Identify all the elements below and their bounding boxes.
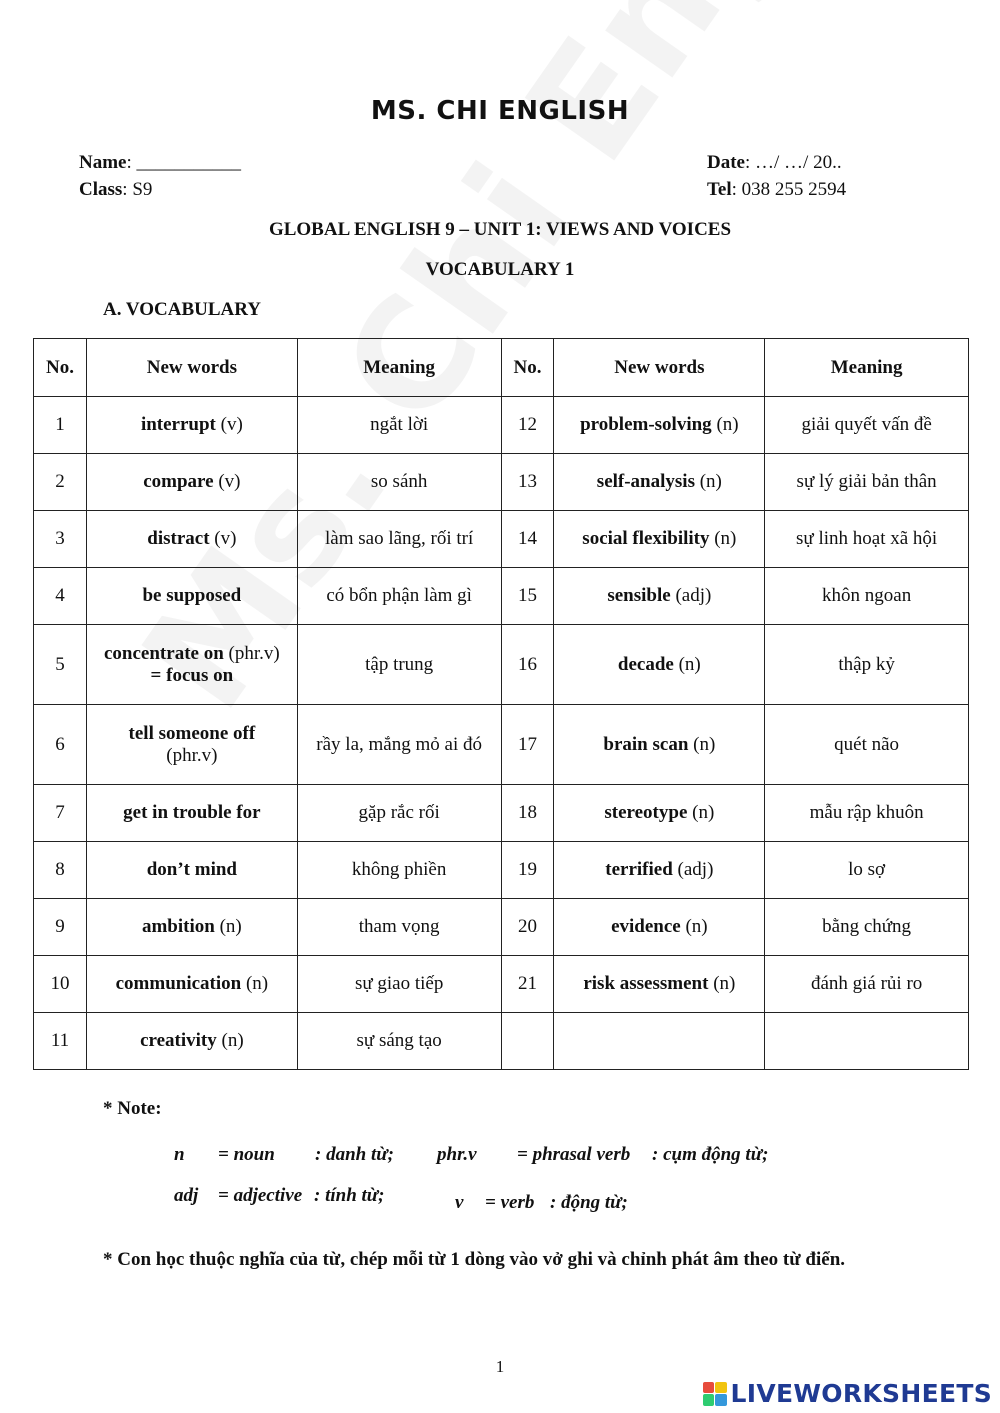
note-n-vi: : danh từ;	[315, 1144, 394, 1165]
part-of-speech: (n)	[680, 916, 708, 937]
section-a-heading: A. VOCABULARY	[103, 299, 262, 320]
new-word-left	[86, 705, 297, 785]
table-row	[34, 785, 969, 842]
table-row	[34, 842, 969, 899]
row-number-right	[501, 705, 554, 785]
meaning-left	[297, 899, 501, 956]
meaning-right	[765, 397, 969, 454]
logo-square-blue	[715, 1394, 727, 1406]
date-value: : …/ …/ 20..	[744, 152, 842, 173]
meaning-right	[765, 511, 969, 568]
meaning-right	[765, 956, 969, 1013]
meaning-right	[765, 842, 969, 899]
row-number-left	[34, 956, 87, 1013]
logo-square-green	[703, 1394, 715, 1406]
meaning-text: so sánh	[370, 471, 428, 492]
name-label: Name	[79, 152, 127, 173]
note-v-vi: : động từ;	[550, 1192, 628, 1213]
table-row	[34, 397, 969, 454]
word-text: stereotype	[604, 802, 688, 823]
table-row	[34, 625, 969, 705]
meaning-text: sự lý giải bản thân	[796, 471, 937, 492]
meaning-text: tập trung	[365, 653, 434, 675]
meaning-left	[297, 511, 501, 568]
number-text: 15	[517, 585, 537, 606]
header-no-right: No.	[501, 339, 554, 397]
word-text: risk assessment	[583, 973, 709, 994]
logo-square-red	[703, 1382, 715, 1394]
new-word-left	[86, 1013, 297, 1070]
part-of-speech: (n)	[708, 973, 736, 994]
part-of-speech: (n)	[688, 733, 716, 755]
note-v: v	[455, 1192, 464, 1213]
part-of-speech: (n)	[216, 1030, 244, 1051]
number-text: 3	[55, 528, 65, 549]
meaning-text: quét não	[834, 733, 900, 755]
header-new-words-left: New words	[86, 339, 297, 397]
new-word-right	[554, 785, 765, 842]
new-word-right	[554, 454, 765, 511]
number-text: 7	[55, 802, 65, 823]
meaning-text: thập kỷ	[838, 653, 895, 675]
meaning-right	[765, 1013, 969, 1070]
part-of-speech: (v)	[209, 528, 237, 549]
page-title: MS. CHI ENGLISH	[370, 96, 630, 126]
meaning-text: khôn ngoan	[822, 585, 912, 606]
word-text: distract	[147, 528, 210, 549]
note-phrv-def: = phrasal verb	[517, 1144, 631, 1165]
new-word-left	[86, 568, 297, 625]
row-number-left	[34, 842, 87, 899]
number-text: 9	[55, 916, 65, 937]
number-text: 10	[50, 973, 70, 994]
meaning-text: bằng chứng	[822, 916, 912, 937]
table-header-row	[34, 339, 969, 397]
meaning-text: tham vọng	[358, 916, 440, 937]
part-of-speech: (v)	[215, 414, 243, 435]
meaning-text: mẫu rập khuôn	[809, 802, 924, 823]
number-text: 8	[55, 859, 65, 880]
meaning-left	[297, 454, 501, 511]
word-text: be supposed	[142, 585, 242, 606]
date-label: Date	[707, 152, 745, 173]
row-number-right	[501, 625, 554, 705]
note-n-def: = noun	[218, 1144, 275, 1165]
number-text: 18	[517, 802, 537, 823]
page-number: 1	[495, 1357, 505, 1376]
word-text: get in trouble for	[123, 802, 261, 823]
unit-heading: GLOBAL ENGLISH 9 – UNIT 1: VIEWS AND VOICES	[268, 219, 732, 240]
table-row	[34, 956, 969, 1013]
word-text: terrified	[605, 859, 673, 880]
new-word-left	[86, 511, 297, 568]
number-text: 12	[517, 414, 537, 435]
class-field	[79, 179, 152, 201]
table-row	[34, 899, 969, 956]
meaning-left	[297, 705, 501, 785]
word-text: communication	[115, 973, 242, 994]
part-of-speech: (n)	[687, 802, 715, 823]
number-text: 16	[517, 653, 537, 675]
header-meaning-right: Meaning	[765, 339, 969, 397]
header-no-left: No.	[34, 339, 87, 397]
note-phrv-vi: : cụm động từ;	[652, 1144, 769, 1165]
word-text: interrupt	[140, 414, 216, 435]
note-adj-vi: : tính từ;	[314, 1185, 385, 1206]
instruction-text: * Con học thuộc nghĩa của từ, chép mỗi từ 1 dòng vào vở ghi và chỉnh phát âm theo từ điển.	[103, 1249, 846, 1270]
table-row	[34, 568, 969, 625]
row-number-right	[501, 454, 554, 511]
row-number-left	[34, 454, 87, 511]
new-word-left	[86, 397, 297, 454]
liveworksheets-logo-text: LIVEWORKSHEETS	[730, 1379, 992, 1408]
meaning-left	[297, 397, 501, 454]
meaning-left	[297, 842, 501, 899]
row-number-right	[501, 842, 554, 899]
meaning-right	[765, 899, 969, 956]
part-of-speech: (n)	[214, 916, 242, 937]
part-of-speech: (n)	[711, 414, 739, 435]
part-of-speech: (adj)	[670, 585, 712, 606]
new-word-right	[554, 842, 765, 899]
date-field	[707, 152, 842, 174]
word-text: social flexibility	[582, 528, 710, 549]
note-v-def: = verb	[485, 1192, 535, 1213]
note-adj: adj	[174, 1185, 199, 1206]
row-number-right	[501, 1013, 554, 1070]
number-text: 2	[55, 471, 65, 492]
word-text: don’t mind	[146, 859, 237, 880]
word-text: self-analysis	[596, 471, 695, 492]
meaning-text: giải quyết vấn đề	[801, 414, 932, 435]
number-text: 20	[517, 916, 537, 937]
part-of-speech: (n)	[709, 528, 737, 549]
liveworksheets-logo-icon	[703, 1382, 727, 1406]
word-text: compare	[143, 471, 214, 492]
word-text: concentrate on	[104, 642, 224, 664]
word-text: tell someone off	[128, 722, 256, 744]
row-number-left	[34, 1013, 87, 1070]
note-phrv: phr.v	[437, 1144, 477, 1165]
meaning-left	[297, 625, 501, 705]
new-word-left	[86, 956, 297, 1013]
number-text: 14	[517, 528, 537, 549]
new-word-right	[554, 625, 765, 705]
number-text: 1	[55, 414, 65, 435]
word-text: sensible	[607, 585, 671, 606]
number-text: 5	[55, 653, 65, 675]
row-number-right	[501, 568, 554, 625]
meaning-text: ngắt lời	[370, 414, 429, 435]
meaning-right	[765, 625, 969, 705]
part-of-speech: (n)	[241, 973, 269, 994]
part-of-speech: (n)	[673, 653, 701, 675]
number-text: 6	[55, 733, 65, 755]
new-word-left	[86, 785, 297, 842]
part-of-speech: (phr.v)	[223, 642, 280, 664]
number-text: 13	[517, 471, 537, 492]
tel-label: Tel	[707, 179, 732, 200]
meaning-left	[297, 568, 501, 625]
meaning-right	[765, 785, 969, 842]
name-field	[79, 152, 241, 174]
new-word-right	[554, 705, 765, 785]
new-word-left	[86, 842, 297, 899]
word-text: ambition	[141, 916, 215, 937]
new-word-right	[554, 568, 765, 625]
row-number-left	[34, 568, 87, 625]
table-row	[34, 511, 969, 568]
part-of-speech: (adj)	[672, 859, 714, 880]
row-number-left	[34, 899, 87, 956]
number-text: 11	[50, 1030, 70, 1051]
row-number-left	[34, 625, 87, 705]
table-row	[34, 454, 969, 511]
meaning-text: làm sao lãng, rối trí	[325, 528, 474, 549]
logo-square-yellow	[715, 1382, 727, 1394]
meaning-text: lo sợ	[848, 859, 886, 880]
name-value: : ___________	[126, 152, 242, 173]
table-row	[34, 705, 969, 785]
meaning-text: đánh giá rủi ro	[810, 973, 923, 994]
row-number-right	[501, 511, 554, 568]
new-word-right	[554, 956, 765, 1013]
word-text: brain scan	[603, 733, 689, 755]
table-row	[34, 1013, 969, 1070]
meaning-text: sự giao tiếp	[354, 973, 444, 994]
note-label: * Note:	[103, 1098, 162, 1119]
row-number-left	[34, 511, 87, 568]
vocab-heading: VOCABULARY 1	[425, 259, 575, 280]
header-meaning-left: Meaning	[297, 339, 501, 397]
meaning-right	[765, 705, 969, 785]
row-number-left	[34, 705, 87, 785]
class-label: Class	[79, 179, 123, 200]
number-text: 4	[55, 585, 65, 606]
meaning-left	[297, 785, 501, 842]
new-word-right	[554, 1013, 765, 1070]
note-n: n	[174, 1144, 185, 1165]
meaning-right	[765, 568, 969, 625]
header-new-words-right: New words	[554, 339, 765, 397]
row-number-right	[501, 956, 554, 1013]
vocabulary-table	[33, 338, 969, 1070]
word-text: decade	[617, 653, 674, 675]
number-text: 19	[517, 859, 537, 880]
meaning-left	[297, 956, 501, 1013]
new-word-left	[86, 454, 297, 511]
row-number-right	[501, 397, 554, 454]
new-word-right	[554, 397, 765, 454]
number-text: 21	[517, 973, 537, 994]
synonym-text: = focus on	[150, 664, 234, 686]
row-number-right	[501, 785, 554, 842]
meaning-left	[297, 1013, 501, 1070]
meaning-right	[765, 454, 969, 511]
word-text: creativity	[140, 1030, 217, 1051]
new-word-right	[554, 899, 765, 956]
meaning-text: sự sáng tạo	[356, 1030, 442, 1051]
row-number-left	[34, 397, 87, 454]
tel-value: : 038 255 2594	[731, 179, 847, 200]
tel-field	[707, 179, 846, 201]
part-of-speech: (phr.v)	[166, 744, 218, 766]
class-value: : S9	[122, 179, 153, 200]
note-adj-def: = adjective	[218, 1185, 303, 1206]
new-word-right	[554, 511, 765, 568]
word-text: problem-solving	[580, 414, 712, 435]
new-word-left	[86, 899, 297, 956]
meaning-text: sự linh hoạt xã hội	[796, 528, 938, 549]
word-text: evidence	[611, 916, 681, 937]
part-of-speech: (v)	[213, 471, 241, 492]
part-of-speech: (n)	[694, 471, 722, 492]
liveworksheets-logo[interactable]	[703, 1379, 992, 1408]
number-text: 17	[517, 733, 537, 755]
row-number-right	[501, 899, 554, 956]
meaning-text: không phiền	[351, 859, 447, 880]
meaning-text: rầy la, mắng mỏ ai đó	[316, 733, 482, 755]
row-number-left	[34, 785, 87, 842]
meaning-text: gặp rắc rối	[358, 802, 440, 823]
meaning-text: có bổn phận làm gì	[326, 585, 472, 606]
new-word-left	[86, 625, 297, 705]
